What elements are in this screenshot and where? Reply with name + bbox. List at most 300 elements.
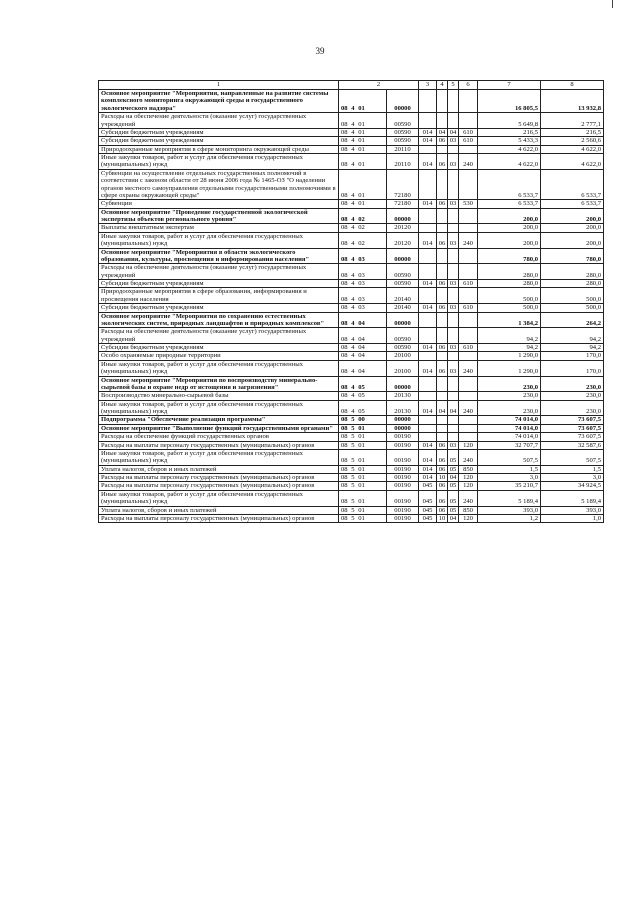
row-ministry-code-cell: 014 — [419, 441, 437, 449]
row-subsection-code-cell: 03 — [448, 137, 459, 145]
row-amount-col8-cell: 4 622,0 — [541, 145, 604, 153]
header-col-2: 2 — [339, 81, 419, 90]
row-program-code-cell: 08 4 05 — [339, 376, 387, 392]
table-row — [99, 344, 604, 352]
row-ministry-code-cell — [419, 433, 437, 441]
row-direction-code-cell: 00000 — [387, 424, 419, 432]
row-subsection-code-cell — [448, 312, 459, 328]
row-name-cell: Расходы на выплаты персоналу государственных (муниципальных) органов — [99, 474, 339, 482]
header-col-8: 8 — [541, 81, 604, 90]
row-direction-code-cell: 00590 — [387, 137, 419, 145]
row-section-code-cell: 06 — [437, 232, 448, 248]
row-amount-col8-cell: 780,0 — [541, 248, 604, 264]
row-name-cell: Субвенции на осуществление отдельных государственных полномочий в соответствии с законом области от 28 июня 2006 года № 1465-ОЗ "О наделении органов местного самоуправления отдельными государственными полномочиями в сфере охраны окружающей среды" — [99, 169, 339, 200]
row-amount-col8-cell: 507,5 — [541, 449, 604, 465]
row-subsection-code-cell — [448, 433, 459, 441]
row-section-code-cell: 10 — [437, 514, 448, 522]
row-direction-code-cell: 20140 — [387, 288, 419, 304]
row-section-code-cell — [437, 392, 448, 400]
row-name-cell: Субсидии бюджетным учреждениям — [99, 280, 339, 288]
row-section-code-cell: 06 — [437, 304, 448, 312]
row-subsection-code-cell — [448, 145, 459, 153]
row-program-code-cell: 08 4 02 — [339, 224, 387, 232]
table-row — [99, 288, 604, 304]
row-name-cell: Расходы на обеспечение деятельности (оказание услуг) государственных учреждений — [99, 113, 339, 129]
row-direction-code-cell: 00590 — [387, 328, 419, 344]
row-expense-type-cell — [459, 145, 478, 153]
row-expense-type-cell: 610 — [459, 304, 478, 312]
row-subsection-code-cell: 05 — [448, 465, 459, 473]
row-ministry-code-cell — [419, 208, 437, 224]
row-subsection-code-cell: 05 — [448, 482, 459, 490]
row-section-code-cell — [437, 424, 448, 432]
row-ministry-code-cell — [419, 424, 437, 432]
row-ministry-code-cell — [419, 312, 437, 328]
row-program-code-cell: 08 4 05 — [339, 400, 387, 416]
table-row — [99, 433, 604, 441]
row-program-code-cell: 08 4 04 — [339, 312, 387, 328]
row-expense-type-cell: 120 — [459, 474, 478, 482]
row-direction-code-cell: 20130 — [387, 392, 419, 400]
row-program-code-cell: 08 4 02 — [339, 208, 387, 224]
row-amount-col7-cell: 94,2 — [478, 328, 541, 344]
row-ministry-code-cell: 014 — [419, 128, 437, 136]
row-ministry-code-cell — [419, 352, 437, 360]
row-amount-col7-cell: 230,0 — [478, 392, 541, 400]
row-expense-type-cell: 240 — [459, 154, 478, 170]
table-row — [99, 145, 604, 153]
row-amount-col8-cell: 4 622,0 — [541, 154, 604, 170]
row-amount-col8-cell: 200,0 — [541, 208, 604, 224]
row-direction-code-cell: 00000 — [387, 376, 419, 392]
row-amount-col8-cell: 393,0 — [541, 506, 604, 514]
row-expense-type-cell — [459, 169, 478, 200]
row-direction-code-cell: 20120 — [387, 232, 419, 248]
row-name-cell: Расходы на выплаты персоналу государственных (муниципальных) органов — [99, 482, 339, 490]
row-section-code-cell: 06 — [437, 441, 448, 449]
row-section-code-cell: 06 — [437, 506, 448, 514]
row-subsection-code-cell — [448, 90, 459, 113]
table-row — [99, 264, 604, 280]
row-name-cell: Субсидии бюджетным учреждениям — [99, 304, 339, 312]
row-subsection-code-cell — [448, 288, 459, 304]
table-row — [99, 154, 604, 170]
table-row — [99, 482, 604, 490]
row-subsection-code-cell — [448, 328, 459, 344]
row-ministry-code-cell — [419, 145, 437, 153]
row-name-cell: Иные закупки товаров, работ и услуг для обеспечения государственных (муниципальных) нужд — [99, 232, 339, 248]
row-amount-col7-cell: 3,0 — [478, 474, 541, 482]
row-subsection-code-cell: 03 — [448, 200, 459, 208]
row-program-code-cell: 08 5 01 — [339, 506, 387, 514]
row-expense-type-cell: 610 — [459, 128, 478, 136]
row-ministry-code-cell: 045 — [419, 514, 437, 522]
row-direction-code-cell: 20110 — [387, 154, 419, 170]
row-expense-type-cell: 240 — [459, 490, 478, 506]
table-row — [99, 90, 604, 113]
row-expense-type-cell: 850 — [459, 465, 478, 473]
row-ministry-code-cell: 014 — [419, 200, 437, 208]
table-row — [99, 449, 604, 465]
row-amount-col8-cell: 1,0 — [541, 514, 604, 522]
row-name-cell: Основное мероприятие "Проведение государственной экологической экспертизы объектов регионального уровня" — [99, 208, 339, 224]
row-name-cell: Основное мероприятие "Мероприятия по сохранению естественных экологических систем, природных ландшафтов и природных комплексов" — [99, 312, 339, 328]
row-section-code-cell — [437, 208, 448, 224]
row-expense-type-cell — [459, 312, 478, 328]
row-ministry-code-cell — [419, 264, 437, 280]
row-program-code-cell: 08 4 02 — [339, 232, 387, 248]
row-section-code-cell: 06 — [437, 200, 448, 208]
row-amount-col8-cell: 94,2 — [541, 344, 604, 352]
row-program-code-cell: 08 4 03 — [339, 304, 387, 312]
row-amount-col7-cell: 500,0 — [478, 304, 541, 312]
row-amount-col7-cell: 1 290,0 — [478, 360, 541, 376]
row-ministry-code-cell — [419, 113, 437, 129]
row-section-code-cell — [437, 90, 448, 113]
row-amount-col7-cell: 35 210,7 — [478, 482, 541, 490]
row-subsection-code-cell — [448, 392, 459, 400]
row-ministry-code-cell: 014 — [419, 137, 437, 145]
row-amount-col7-cell: 280,0 — [478, 280, 541, 288]
row-subsection-code-cell: 05 — [448, 449, 459, 465]
row-ministry-code-cell: 014 — [419, 360, 437, 376]
row-subsection-code-cell — [448, 352, 459, 360]
row-amount-col7-cell: 4 622,0 — [478, 154, 541, 170]
header-col-4: 4 — [437, 81, 448, 90]
table-row — [99, 208, 604, 224]
row-section-code-cell — [437, 248, 448, 264]
row-direction-code-cell: 00190 — [387, 449, 419, 465]
row-section-code-cell: 04 — [437, 400, 448, 416]
row-ministry-code-cell — [419, 416, 437, 424]
row-section-code-cell: 06 — [437, 137, 448, 145]
row-amount-col8-cell: 280,0 — [541, 280, 604, 288]
row-name-cell: Выплаты внештатным экспертам — [99, 224, 339, 232]
row-amount-col8-cell: 13 932,8 — [541, 90, 604, 113]
row-ministry-code-cell — [419, 224, 437, 232]
row-amount-col7-cell: 1,2 — [478, 514, 541, 522]
row-expense-type-cell — [459, 248, 478, 264]
row-amount-col8-cell: 200,0 — [541, 232, 604, 248]
row-expense-type-cell — [459, 208, 478, 224]
row-program-code-cell: 08 5 01 — [339, 441, 387, 449]
row-amount-col8-cell: 230,0 — [541, 400, 604, 416]
row-direction-code-cell: 00590 — [387, 264, 419, 280]
row-subsection-code-cell — [448, 416, 459, 424]
row-amount-col8-cell: 73 607,5 — [541, 416, 604, 424]
row-subsection-code-cell — [448, 224, 459, 232]
row-ministry-code-cell: 014 — [419, 280, 437, 288]
table-row — [99, 376, 604, 392]
row-section-code-cell — [437, 352, 448, 360]
row-direction-code-cell: 00000 — [387, 312, 419, 328]
row-expense-type-cell — [459, 392, 478, 400]
table-row — [99, 360, 604, 376]
scan-corner-mark — [612, 0, 613, 8]
row-direction-code-cell: 20100 — [387, 360, 419, 376]
row-subsection-code-cell: 04 — [448, 514, 459, 522]
header-col-3: 3 — [419, 81, 437, 90]
row-program-code-cell: 08 4 01 — [339, 154, 387, 170]
row-section-code-cell — [437, 433, 448, 441]
row-subsection-code-cell: 05 — [448, 506, 459, 514]
row-name-cell: Основное мероприятие "Мероприятия в области экологического образования, культуры, просвещения и информирования населения" — [99, 248, 339, 264]
row-amount-col8-cell: 170,0 — [541, 352, 604, 360]
row-section-code-cell — [437, 264, 448, 280]
row-ministry-code-cell: 014 — [419, 154, 437, 170]
row-amount-col8-cell: 3,0 — [541, 474, 604, 482]
row-expense-type-cell: 610 — [459, 280, 478, 288]
row-ministry-code-cell: 014 — [419, 344, 437, 352]
row-ministry-code-cell: 045 — [419, 490, 437, 506]
row-amount-col7-cell: 393,0 — [478, 506, 541, 514]
table-row — [99, 328, 604, 344]
row-expense-type-cell: 240 — [459, 232, 478, 248]
row-direction-code-cell: 00590 — [387, 113, 419, 129]
row-expense-type-cell — [459, 376, 478, 392]
row-program-code-cell: 08 5 01 — [339, 482, 387, 490]
row-amount-col7-cell: 200,0 — [478, 224, 541, 232]
row-name-cell: Природоохранные мероприятия в сфере образования, информирования и просвещения населения — [99, 288, 339, 304]
row-name-cell: Воспроизводство минерально-сырьевой базы — [99, 392, 339, 400]
row-subsection-code-cell: 04 — [448, 400, 459, 416]
row-section-code-cell: 06 — [437, 360, 448, 376]
row-expense-type-cell: 240 — [459, 400, 478, 416]
table-row — [99, 113, 604, 129]
row-name-cell: Подпрограмма "Обеспечение реализации программы" — [99, 416, 339, 424]
row-name-cell: Иные закупки товаров, работ и услуг для обеспечения государственных (муниципальных) нужд — [99, 400, 339, 416]
row-program-code-cell: 08 5 01 — [339, 490, 387, 506]
row-direction-code-cell: 00590 — [387, 344, 419, 352]
row-expense-type-cell: 610 — [459, 344, 478, 352]
row-direction-code-cell: 20140 — [387, 304, 419, 312]
row-amount-col7-cell: 280,0 — [478, 264, 541, 280]
table-row — [99, 224, 604, 232]
row-amount-col8-cell: 5 189,4 — [541, 490, 604, 506]
row-program-code-cell: 08 5 00 — [339, 416, 387, 424]
row-subsection-code-cell — [448, 113, 459, 129]
row-subsection-code-cell: 05 — [448, 490, 459, 506]
row-amount-col8-cell: 280,0 — [541, 264, 604, 280]
row-ministry-code-cell — [419, 248, 437, 264]
table-row — [99, 490, 604, 506]
row-subsection-code-cell: 03 — [448, 441, 459, 449]
row-amount-col7-cell: 230,0 — [478, 400, 541, 416]
row-expense-type-cell — [459, 264, 478, 280]
row-expense-type-cell — [459, 424, 478, 432]
row-direction-code-cell: 72180 — [387, 200, 419, 208]
row-subsection-code-cell: 03 — [448, 360, 459, 376]
row-section-code-cell — [437, 169, 448, 200]
row-expense-type-cell: 530 — [459, 200, 478, 208]
row-ministry-code-cell — [419, 169, 437, 200]
row-amount-col7-cell: 94,2 — [478, 344, 541, 352]
table-row — [99, 416, 604, 424]
row-amount-col8-cell: 500,0 — [541, 288, 604, 304]
table-row — [99, 248, 604, 264]
row-amount-col7-cell: 500,0 — [478, 288, 541, 304]
row-amount-col7-cell: 6 533,7 — [478, 169, 541, 200]
row-section-code-cell: 06 — [437, 465, 448, 473]
row-amount-col8-cell: 34 924,5 — [541, 482, 604, 490]
row-ministry-code-cell: 014 — [419, 232, 437, 248]
row-section-code-cell — [437, 312, 448, 328]
row-ministry-code-cell: 014 — [419, 474, 437, 482]
row-direction-code-cell: 00000 — [387, 208, 419, 224]
row-name-cell: Иные закупки товаров, работ и услуг для обеспечения государственных (муниципальных) нужд — [99, 154, 339, 170]
row-amount-col8-cell: 73 607,5 — [541, 433, 604, 441]
row-program-code-cell: 08 5 01 — [339, 465, 387, 473]
row-amount-col8-cell: 6 533,7 — [541, 200, 604, 208]
row-ministry-code-cell: 014 — [419, 465, 437, 473]
row-name-cell: Уплата налогов, сборов и иных платежей — [99, 506, 339, 514]
row-program-code-cell: 08 4 03 — [339, 288, 387, 304]
header-col-7: 7 — [478, 81, 541, 90]
row-subsection-code-cell — [448, 264, 459, 280]
row-section-code-cell — [437, 224, 448, 232]
table-row — [99, 128, 604, 136]
row-direction-code-cell: 00190 — [387, 465, 419, 473]
table-row — [99, 506, 604, 514]
row-ministry-code-cell — [419, 288, 437, 304]
row-program-code-cell: 08 4 03 — [339, 248, 387, 264]
row-amount-col8-cell: 1,5 — [541, 465, 604, 473]
row-expense-type-cell — [459, 224, 478, 232]
row-section-code-cell: 06 — [437, 449, 448, 465]
row-subsection-code-cell — [448, 169, 459, 200]
row-ministry-code-cell: 014 — [419, 400, 437, 416]
row-direction-code-cell: 00190 — [387, 441, 419, 449]
row-amount-col7-cell: 4 622,0 — [478, 145, 541, 153]
row-name-cell: Субсидии бюджетным учреждениям — [99, 128, 339, 136]
row-name-cell: Субсидии бюджетным учреждениям — [99, 344, 339, 352]
header-col-5: 5 — [448, 81, 459, 90]
row-program-code-cell: 08 4 04 — [339, 328, 387, 344]
row-amount-col8-cell: 94,2 — [541, 328, 604, 344]
row-subsection-code-cell: 03 — [448, 344, 459, 352]
row-amount-col7-cell: 74 014,0 — [478, 416, 541, 424]
row-amount-col7-cell: 1 384,2 — [478, 312, 541, 328]
row-section-code-cell: 06 — [437, 482, 448, 490]
row-program-code-cell: 08 4 01 — [339, 169, 387, 200]
row-program-code-cell: 08 5 01 — [339, 433, 387, 441]
row-amount-col8-cell: 2 777,1 — [541, 113, 604, 129]
row-direction-code-cell: 00590 — [387, 128, 419, 136]
row-amount-col8-cell: 32 587,6 — [541, 441, 604, 449]
row-ministry-code-cell: 014 — [419, 449, 437, 465]
budget-table-body — [99, 81, 604, 523]
row-name-cell: Расходы на выплаты персоналу государственных (муниципальных) органов — [99, 514, 339, 522]
row-ministry-code-cell — [419, 392, 437, 400]
row-direction-code-cell: 20100 — [387, 352, 419, 360]
row-section-code-cell — [437, 328, 448, 344]
header-col-6: 6 — [459, 81, 478, 90]
row-amount-col7-cell: 74 014,0 — [478, 424, 541, 432]
row-ministry-code-cell — [419, 376, 437, 392]
row-amount-col8-cell: 230,0 — [541, 376, 604, 392]
row-amount-col7-cell: 16 805,5 — [478, 90, 541, 113]
row-name-cell: Расходы на обеспечение деятельности (оказание услуг) государственных учреждений — [99, 328, 339, 344]
table-row — [99, 169, 604, 200]
row-amount-col8-cell: 73 607,5 — [541, 424, 604, 432]
table-row — [99, 514, 604, 522]
row-ministry-code-cell — [419, 328, 437, 344]
row-direction-code-cell: 00000 — [387, 416, 419, 424]
row-amount-col8-cell: 6 533,7 — [541, 169, 604, 200]
row-section-code-cell: 06 — [437, 490, 448, 506]
row-section-code-cell: 06 — [437, 344, 448, 352]
row-program-code-cell: 08 4 04 — [339, 360, 387, 376]
table-row — [99, 200, 604, 208]
row-name-cell: Иные закупки товаров, работ и услуг для обеспечения государственных (муниципальных) нужд — [99, 449, 339, 465]
row-direction-code-cell: 00190 — [387, 433, 419, 441]
row-amount-col8-cell: 170,0 — [541, 360, 604, 376]
row-section-code-cell: 06 — [437, 154, 448, 170]
row-direction-code-cell: 00190 — [387, 506, 419, 514]
row-expense-type-cell: 120 — [459, 514, 478, 522]
row-ministry-code-cell: 045 — [419, 506, 437, 514]
row-expense-type-cell: 120 — [459, 482, 478, 490]
row-subsection-code-cell — [448, 208, 459, 224]
row-program-code-cell: 08 4 03 — [339, 264, 387, 280]
row-name-cell: Субсидии бюджетным учреждениям — [99, 137, 339, 145]
row-subsection-code-cell: 03 — [448, 154, 459, 170]
row-amount-col7-cell: 1 290,0 — [478, 352, 541, 360]
row-section-code-cell — [437, 113, 448, 129]
row-direction-code-cell: 00190 — [387, 474, 419, 482]
table-row — [99, 352, 604, 360]
row-name-cell: Расходы на выплаты персоналу государственных (муниципальных) органов — [99, 441, 339, 449]
row-amount-col7-cell: 74 014,0 — [478, 433, 541, 441]
row-amount-col8-cell: 230,0 — [541, 392, 604, 400]
row-subsection-code-cell: 03 — [448, 280, 459, 288]
row-program-code-cell: 08 5 01 — [339, 474, 387, 482]
row-expense-type-cell — [459, 433, 478, 441]
row-amount-col7-cell: 200,0 — [478, 232, 541, 248]
row-direction-code-cell: 20130 — [387, 400, 419, 416]
row-program-code-cell: 08 4 03 — [339, 280, 387, 288]
row-program-code-cell: 08 4 01 — [339, 113, 387, 129]
row-program-code-cell: 08 4 01 — [339, 137, 387, 145]
table-row — [99, 392, 604, 400]
row-direction-code-cell: 00590 — [387, 280, 419, 288]
header-col-1: 1 — [99, 81, 339, 90]
row-subsection-code-cell: 03 — [448, 232, 459, 248]
row-program-code-cell: 08 5 01 — [339, 449, 387, 465]
row-amount-col7-cell: 507,5 — [478, 449, 541, 465]
row-amount-col7-cell: 1,5 — [478, 465, 541, 473]
row-amount-col7-cell: 780,0 — [478, 248, 541, 264]
table-row — [99, 400, 604, 416]
table-row — [99, 137, 604, 145]
table-row — [99, 441, 604, 449]
row-expense-type-cell: 610 — [459, 137, 478, 145]
row-expense-type-cell: 240 — [459, 449, 478, 465]
row-amount-col8-cell: 216,5 — [541, 128, 604, 136]
row-amount-col8-cell: 500,0 — [541, 304, 604, 312]
row-amount-col8-cell: 2 560,6 — [541, 137, 604, 145]
row-amount-col8-cell: 264,2 — [541, 312, 604, 328]
row-expense-type-cell — [459, 416, 478, 424]
row-expense-type-cell: 240 — [459, 360, 478, 376]
row-amount-col7-cell: 6 533,7 — [478, 200, 541, 208]
table-row — [99, 465, 604, 473]
table-row — [99, 304, 604, 312]
row-section-code-cell: 04 — [437, 128, 448, 136]
row-section-code-cell — [437, 145, 448, 153]
row-subsection-code-cell — [448, 248, 459, 264]
row-name-cell: Расходы на обеспечение функций государственных органов — [99, 433, 339, 441]
